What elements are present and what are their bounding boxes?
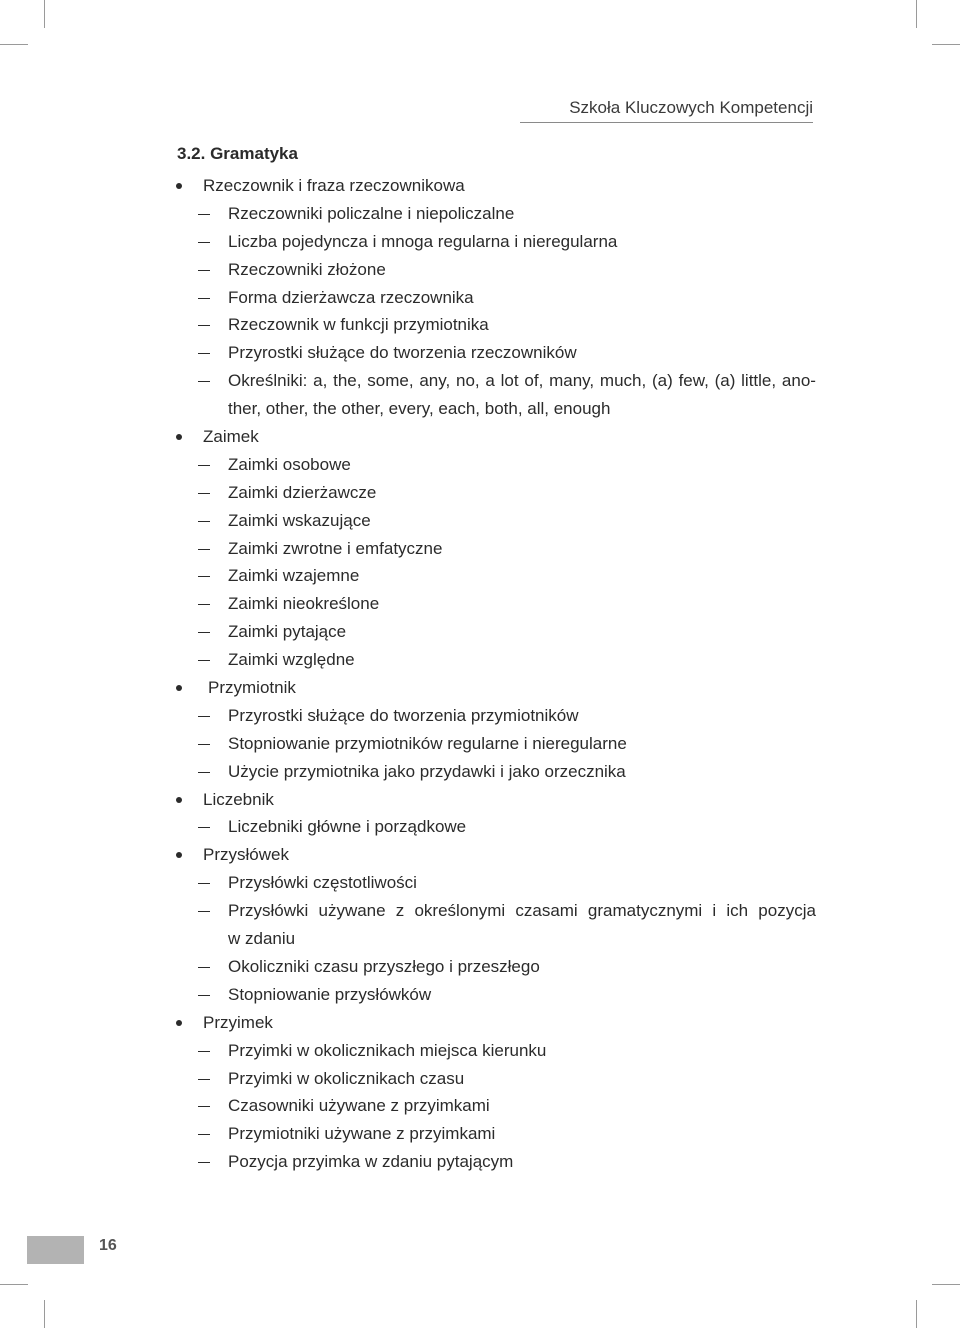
outline-text: Przysłówki częstotliwości [228, 873, 417, 893]
outline-text: Użycie przymiotnika jako przydawki i jako orzecznika [228, 761, 626, 781]
outline-text: Przyimek [203, 1012, 273, 1032]
outline-subtopic [176, 702, 816, 730]
page-number: 16 [99, 1237, 117, 1254]
outline-text: Rzeczowniki policzalne i niepoliczalne [228, 203, 515, 223]
outline-text: Rzeczownik i fraza rzeczownikowa [203, 176, 465, 195]
dash-icon [198, 1106, 210, 1107]
crop-mark [916, 0, 917, 28]
outline-subtopic [176, 339, 816, 367]
outline-subtopic [176, 562, 816, 590]
bullet-icon [176, 685, 182, 691]
dash-icon [198, 772, 210, 773]
outline-text: Zaimki wskazujące [228, 510, 371, 530]
dash-icon [198, 493, 210, 494]
outline-topic [176, 1009, 816, 1037]
outline-subtopic [176, 284, 816, 312]
dash-icon [198, 298, 210, 299]
outline-topic [176, 786, 816, 814]
outline-text: Liczba pojedyncza i mnoga regularna i nieregularna [228, 231, 618, 251]
outline-subtopic [176, 869, 816, 897]
outline-topic [176, 423, 816, 451]
outline-subtopic [176, 590, 816, 618]
outline-subtopic [176, 479, 816, 507]
outline-text: Zaimki osobowe [228, 454, 351, 474]
section-title: 3.2. Gramatyka [177, 144, 298, 163]
dash-icon [198, 353, 210, 354]
outline-text: Przyrostki służące do tworzenia rzeczowników [228, 343, 577, 363]
outline-subtopic [176, 535, 816, 563]
outline-text: Okoliczniki czasu przyszłego i przeszłego [228, 956, 540, 976]
outline-subtopic [176, 730, 816, 758]
outline-text: Zaimki nieokreślone [228, 594, 380, 614]
dash-icon [198, 883, 210, 884]
dash-icon [198, 632, 210, 633]
outline-text: ther, other, the other, every, each, both, all, enough [228, 399, 611, 419]
outline-text: Zaimki dzierżawcze [228, 482, 377, 502]
outline-text: Zaimki pytające [228, 622, 347, 642]
bullet-icon [176, 797, 182, 803]
outline-subtopic [176, 507, 816, 535]
outline-text: Pozycja przyimka w zdaniu pytającym [228, 1152, 514, 1172]
outline-subtopic [176, 1065, 816, 1093]
dash-icon [198, 827, 210, 828]
dash-icon [198, 465, 210, 466]
outline-text: Przysłówki używane z określonymi czasami gramatycznymi i ich pozycja [228, 901, 816, 921]
dash-icon [198, 325, 210, 326]
outline-text: Przymiotniki używane z przyimkami [228, 1124, 496, 1144]
crop-mark [932, 44, 960, 45]
outline-subtopic [176, 758, 816, 786]
crop-mark [44, 1300, 45, 1328]
outline-subtopic [176, 200, 816, 228]
dash-icon [198, 576, 210, 577]
outline-subtopic-continuation [176, 395, 816, 423]
outline-subtopic [176, 367, 816, 395]
outline-subtopic [176, 897, 816, 925]
dash-icon [198, 521, 210, 522]
outline-subtopic [176, 618, 816, 646]
dash-icon [198, 270, 210, 271]
outline-subtopic [176, 311, 816, 339]
outline-subtopic [176, 1148, 816, 1176]
dash-icon [198, 1051, 210, 1052]
outline-text: Rzeczowniki złożone [228, 259, 386, 279]
dash-icon [198, 995, 210, 996]
dash-icon [198, 604, 210, 605]
dash-icon [198, 1162, 210, 1163]
dash-icon [198, 549, 210, 550]
crop-mark [0, 1284, 28, 1285]
dash-icon [198, 911, 210, 912]
outline-subtopic [176, 256, 816, 284]
page-number-box [27, 1236, 84, 1264]
outline-text: Przyimki w okolicznikach miejsca kierunku [228, 1040, 547, 1060]
outline-subtopic-continuation [176, 925, 816, 953]
outline-subtopic [176, 646, 816, 674]
dash-icon [198, 716, 210, 717]
outline-text: Liczebniki główne i porządkowe [228, 817, 467, 837]
outline-text: Przyimki w okolicznikach czasu [228, 1068, 465, 1088]
outline-subtopic [176, 953, 816, 981]
outline-text: Zaimki względne [228, 650, 355, 670]
dash-icon [198, 1134, 210, 1135]
outline-text: Przysłówek [203, 845, 289, 865]
outline-topic [176, 172, 816, 200]
running-header: Szkoła Kluczowych Kompetencji [520, 98, 813, 123]
outline-text: Określniki: a, the, some, any, no, a lot of, many, much, (a) few, (a) little, ano- [228, 371, 816, 391]
outline-text: Rzeczownik w funkcji przymiotnika [228, 315, 489, 335]
outline-subtopic [176, 1037, 816, 1065]
outline-subtopic [176, 228, 816, 256]
dash-icon [198, 967, 210, 968]
crop-mark [932, 1284, 960, 1285]
outline-text: Liczebnik [203, 789, 274, 809]
outline-text: Stopniowanie przymiotników regularne i nieregularne [228, 733, 627, 753]
outline-subtopic [176, 451, 816, 479]
outline-topic [176, 841, 816, 869]
dash-icon [198, 381, 210, 382]
crop-mark [44, 0, 45, 28]
outline-topic [176, 674, 816, 702]
outline-text: Zaimki zwrotne i emfatyczne [228, 538, 443, 558]
outline-text: Przymiotnik [208, 678, 296, 698]
outline-text: Zaimki wzajemne [228, 566, 360, 586]
outline-text: Przyrostki służące do tworzenia przymiotników [228, 705, 579, 725]
dash-icon [198, 242, 210, 243]
outline-subtopic [176, 981, 816, 1009]
outline-text: Forma dzierżawcza rzeczownika [228, 287, 474, 307]
crop-mark [0, 44, 28, 45]
outline-subtopic [176, 813, 816, 841]
outline-text: Zaimek [203, 427, 259, 447]
bullet-icon [176, 852, 182, 858]
dash-icon [198, 744, 210, 745]
crop-mark [916, 1300, 917, 1328]
dash-icon [198, 1079, 210, 1080]
outline-text: Czasowniki używane z przyimkami [228, 1096, 490, 1116]
grammar-outline [176, 172, 816, 1176]
dash-icon [198, 660, 210, 661]
outline-text: Stopniowanie przysłówków [228, 984, 432, 1004]
bullet-icon [176, 183, 182, 189]
outline-subtopic [176, 1120, 816, 1148]
outline-text: w zdaniu [228, 929, 296, 949]
bullet-icon [176, 434, 182, 440]
bullet-icon [176, 1020, 182, 1026]
dash-icon [198, 214, 210, 215]
outline-subtopic [176, 1092, 816, 1120]
